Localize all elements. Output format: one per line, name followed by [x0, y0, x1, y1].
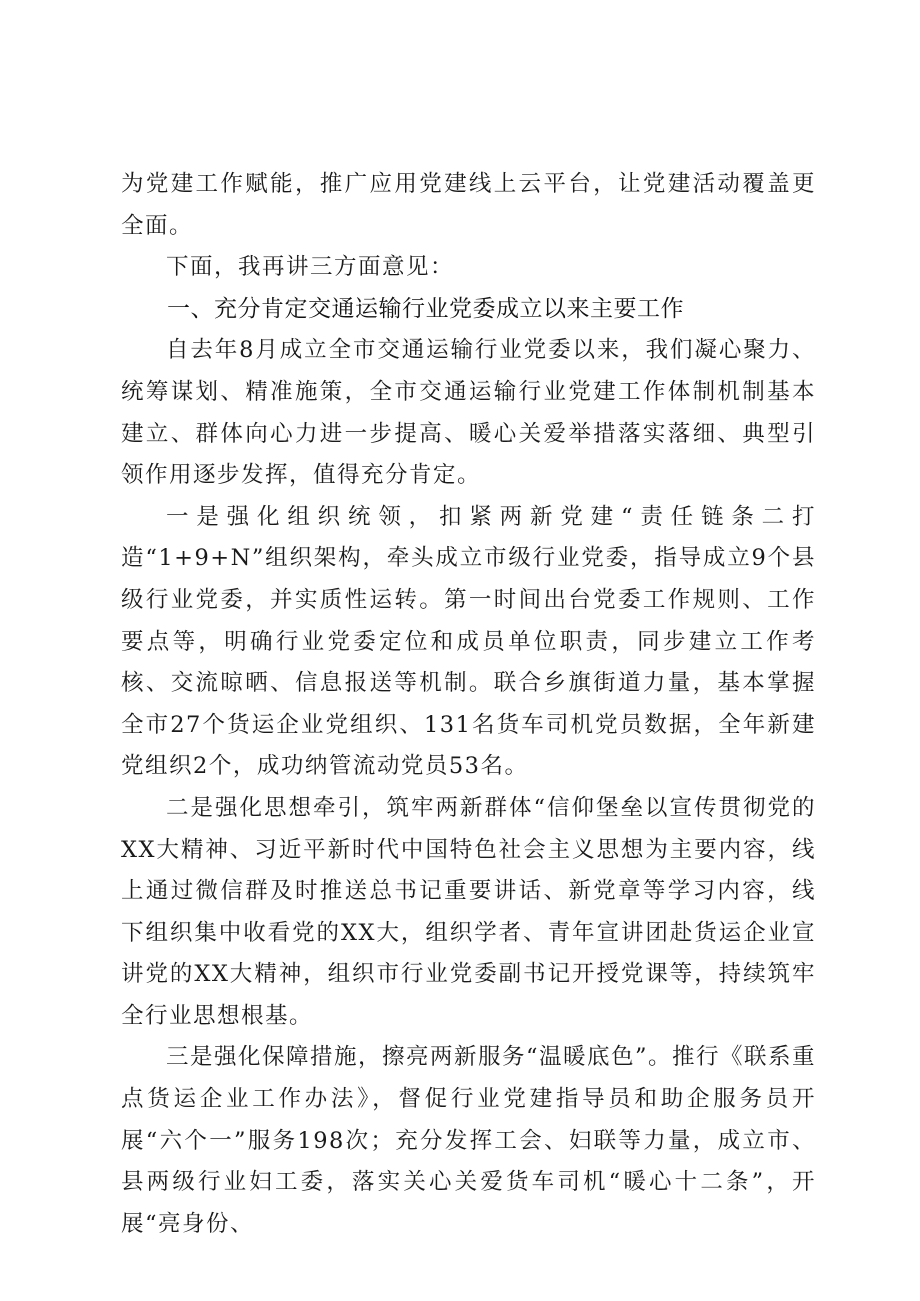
document-body	[121, 164, 816, 1245]
paragraph-summary: 自去年8月成立全市交通运输行业党委以来，我们凝心聚力、统筹谋划、精准施策，全市交通运输行业党建工作体制机制基本建立、群体向心力进一步提高、暖心关爱举措落实落细、典型引领作用逐步发挥，值得充分肯定。	[121, 337, 816, 489]
paragraph-organization: 一是强化组织统领，扣紧两新党建“责任链条二打造“1+9+N”组织架构，牵头成立市级行业党委，指导成立9个县级行业党委，并实质性运转。第一时间出台党委工作规则、工作要点等，明确行业党委定位和成员单位职责，同步建立工作考核、交流晾晒、信息报送等机制。联合乡旗街道力量，基本掌握全市27个货运企业党组织、131名货车司机党员数据，全年新建党组织2个，成功纳管流动党员53名。	[121, 503, 816, 780]
paragraph-support: 三是强化保障措施，擦亮两新服务“温暖底色”。推行《联系重点货运企业工作办法》，督促行业党建指导员和助企服务员开展“六个一”服务198次；充分发挥工会、妇联等力量，成立市、县两级行业妇工委，落实关心关爱货车司机“暖心十二条”，开展“亮身份、	[121, 1044, 817, 1237]
paragraph-ideology: 二是强化思想牵引，筑牢两新群体“信仰堡垒以宣传贯彻党的XX大精神、习近平新时代中国特色社会主义思想为主要内容，线上通过微信群及时推送总书记重要讲话、新党章等学习内容，线下组织集中收看党的XX大，组织学者、青年宣讲团赴货运企业宣讲党的XX大精神，组织市行业党委副书记开授党课等，持续筑牢全行业思想根基。	[121, 794, 816, 1029]
paragraph-intro: 下面，我再讲三方面意见：	[166, 254, 455, 281]
section-heading: 一、充分肯定交通运输行业党委成立以来主要工作	[167, 295, 684, 322]
paragraph-continuation: 为党建工作赋能，推广应用党建线上云平台，让党建活动覆盖更全面。	[121, 171, 816, 239]
